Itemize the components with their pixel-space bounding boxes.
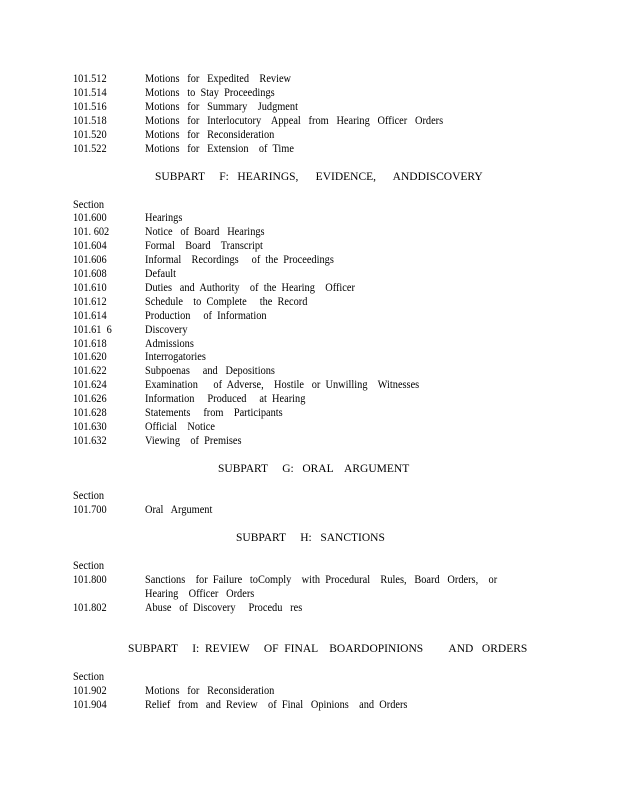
section-entry	[0, 72, 618, 86]
section-number: 101.608	[73, 268, 107, 280]
section-label: Section	[73, 199, 105, 211]
section-title: Default	[145, 268, 177, 280]
section-title: Statements from Participants	[145, 407, 283, 419]
section-number: 101.630	[73, 421, 107, 433]
section-entry	[0, 378, 618, 392]
subpart-heading: SUBPART F: HEARINGS, EVIDENCE, ANDDISCOVERY	[155, 171, 483, 183]
section-title: Motions to Stay Proceedings	[145, 87, 275, 99]
section-number: 101.700	[73, 504, 107, 516]
section-number: 101.904	[73, 699, 107, 711]
section-title: Motions for Reconsideration	[145, 685, 275, 697]
section-title: Viewing of Premises	[145, 435, 242, 447]
section-number: 101.610	[73, 282, 107, 294]
section-entry	[0, 684, 618, 698]
section-title: Motions for Extension of Time	[145, 143, 294, 155]
section-number: 101.622	[73, 365, 107, 377]
section-entry	[0, 142, 618, 156]
section-title: Interrogatories	[145, 351, 206, 363]
subpart-heading: SUBPART G: ORAL ARGUMENT	[218, 463, 410, 475]
section-entry	[0, 392, 618, 406]
section-entry	[0, 698, 618, 712]
section-title: Sanctions for Failure toComply with Procedural Rules, Board Orders, or Hearing Officer Orders	[145, 574, 503, 600]
subpart-heading: SUBPART I: REVIEW OF FINAL BOARDOPINIONS AND ORDERS	[128, 643, 528, 655]
section-number: 101.606	[73, 254, 107, 266]
section-title: Duties and Authority of the Hearing Officer	[145, 282, 355, 294]
section-number: 101.626	[73, 393, 107, 405]
section-number: 101.800	[73, 574, 107, 586]
section-entry	[0, 309, 618, 323]
section-number: 101.612	[73, 296, 107, 308]
section-entry	[0, 573, 618, 601]
section-number: 101.520	[73, 129, 107, 141]
section-number: 101.902	[73, 685, 107, 697]
section-label: Section	[73, 671, 105, 683]
section-title: Abuse of Discovery Procedu res	[145, 602, 303, 614]
section-title: Discovery	[145, 324, 188, 336]
section-title: Production of Information	[145, 310, 267, 322]
section-entry	[0, 114, 618, 128]
section-title: Schedule to Complete the Record	[145, 296, 308, 308]
section-number: 101.628	[73, 407, 107, 419]
section-entry	[0, 239, 618, 253]
section-title: Relief from and Review of Final Opinions and Orders	[145, 699, 408, 711]
section-number: 101.61 6	[73, 324, 112, 336]
section-title: Motions for Summary Judgment	[145, 101, 298, 113]
section-entry	[0, 100, 618, 114]
section-title: Informal Recordings of the Proceedings	[145, 254, 334, 266]
section-number: 101.512	[73, 73, 107, 85]
section-title: Examination of Adverse, Hostile or Unwilling Witnesses	[145, 379, 420, 391]
section-entry	[0, 364, 618, 378]
section-label: Section	[73, 490, 105, 502]
section-entry	[0, 295, 618, 309]
section-title: Notice of Board Hearings	[145, 226, 265, 238]
section-entry	[0, 420, 618, 434]
section-entry	[0, 323, 618, 337]
section-entry	[0, 253, 618, 267]
section-title: Admissions	[145, 338, 194, 350]
section-title: Formal Board Transcript	[145, 240, 263, 252]
section-number: 101.614	[73, 310, 107, 322]
section-title: Motions for Reconsideration	[145, 129, 275, 141]
section-number: 101.620	[73, 351, 107, 363]
section-title: Motions for Expedited Review	[145, 73, 292, 85]
section-title: Hearings	[145, 212, 183, 224]
section-number: 101.600	[73, 212, 107, 224]
section-label: Section	[73, 560, 105, 572]
section-number: 101.624	[73, 379, 107, 391]
subpart-heading: SUBPART H: SANCTIONS	[236, 532, 385, 544]
section-entry	[0, 128, 618, 142]
section-entry	[0, 86, 618, 100]
section-title: Official Notice	[145, 421, 215, 433]
section-entry	[0, 434, 618, 448]
section-number: 101. 602	[73, 226, 110, 238]
section-number: 101.518	[73, 115, 107, 127]
section-number: 101.516	[73, 101, 107, 113]
section-title: Oral Argument	[145, 504, 213, 516]
section-number: 101.802	[73, 602, 107, 614]
section-number: 101.618	[73, 338, 107, 350]
section-entry	[0, 601, 618, 615]
section-title: Motions for Interlocutory Appeal from Hearing Officer Orders	[145, 115, 444, 127]
section-entry	[0, 406, 618, 420]
section-entry	[0, 503, 618, 517]
section-entry	[0, 267, 618, 281]
section-entry	[0, 350, 618, 364]
section-entry	[0, 281, 618, 295]
section-entry	[0, 211, 618, 225]
section-number: 101.604	[73, 240, 107, 252]
section-number: 101.522	[73, 143, 107, 155]
section-title: Information Produced at Hearing	[145, 393, 306, 405]
section-number: 101.632	[73, 435, 107, 447]
section-number: 101.514	[73, 87, 107, 99]
section-entry	[0, 337, 618, 351]
section-title: Subpoenas and Depositions	[145, 365, 275, 377]
section-entry	[0, 225, 618, 239]
